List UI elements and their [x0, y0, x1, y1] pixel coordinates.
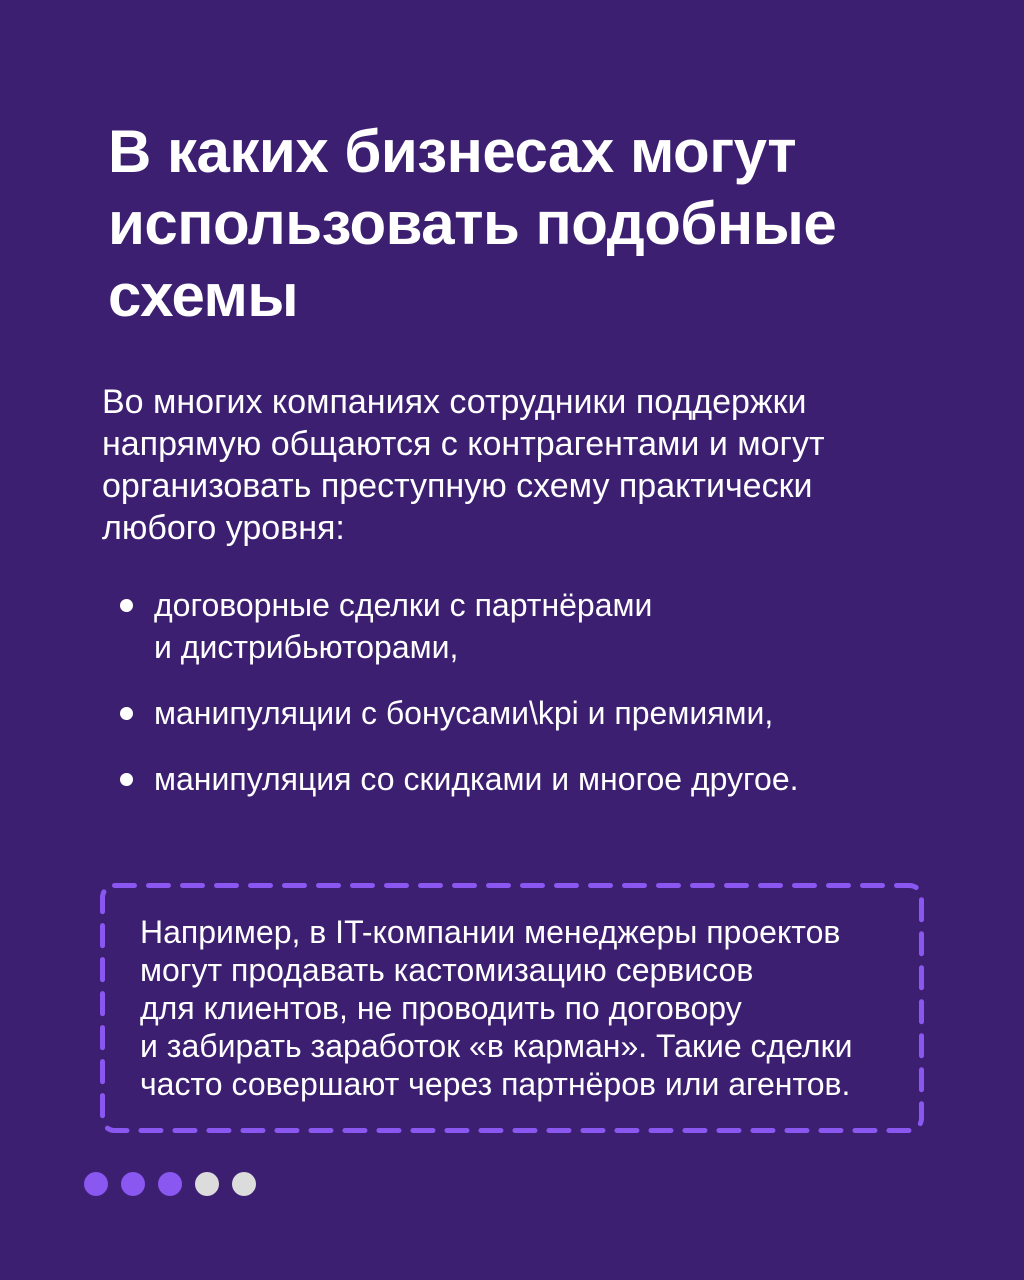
title-line: использовать подобные — [108, 190, 837, 257]
note-line: могут продавать кастомизацию сервисов — [140, 952, 754, 988]
bullet-line: манипуляция со скидками и многое другое. — [154, 761, 799, 797]
bullet-item — [102, 584, 922, 668]
bullet-item — [102, 692, 922, 734]
title-line: В каких бизнесах могут — [108, 118, 797, 185]
example-callout — [100, 883, 924, 1133]
intro-line: организовать преступную схему практически — [102, 467, 813, 505]
intro-line: любого уровня: — [102, 509, 345, 547]
pagination-dot-active — [158, 1172, 182, 1196]
note-line: для клиентов, не проводить по договору — [140, 990, 742, 1026]
slide-title — [108, 116, 928, 332]
title-line: схемы — [108, 262, 299, 329]
bullet-line: манипуляции с бонусами\kpi и премиями, — [154, 695, 774, 731]
intro-line: Во многих компаниях сотрудники поддержки — [102, 383, 807, 421]
bullet-line: и дистрибьюторами, — [154, 629, 459, 665]
pagination-dots — [84, 1172, 256, 1196]
pagination-dot-active — [84, 1172, 108, 1196]
bullet-line: договорные сделки с партнёрами — [154, 587, 653, 623]
example-text — [140, 913, 920, 1103]
note-line: и забирать заработок «в карман». Такие сделки — [140, 1028, 853, 1064]
note-line: Например, в IT-компании менеджеры проектов — [140, 914, 841, 950]
bullet-item — [102, 758, 922, 800]
pagination-dot — [232, 1172, 256, 1196]
bullet-dot-icon — [120, 599, 133, 612]
intro-line: напрямую общаются с контрагентами и могут — [102, 425, 825, 463]
pagination-dot — [195, 1172, 219, 1196]
note-line: часто совершают через партнёров или агентов. — [140, 1066, 851, 1102]
intro-paragraph — [102, 381, 922, 549]
bullet-list — [102, 584, 922, 800]
pagination-dot-active — [121, 1172, 145, 1196]
bullet-dot-icon — [120, 707, 133, 720]
bullet-dot-icon — [120, 773, 133, 786]
